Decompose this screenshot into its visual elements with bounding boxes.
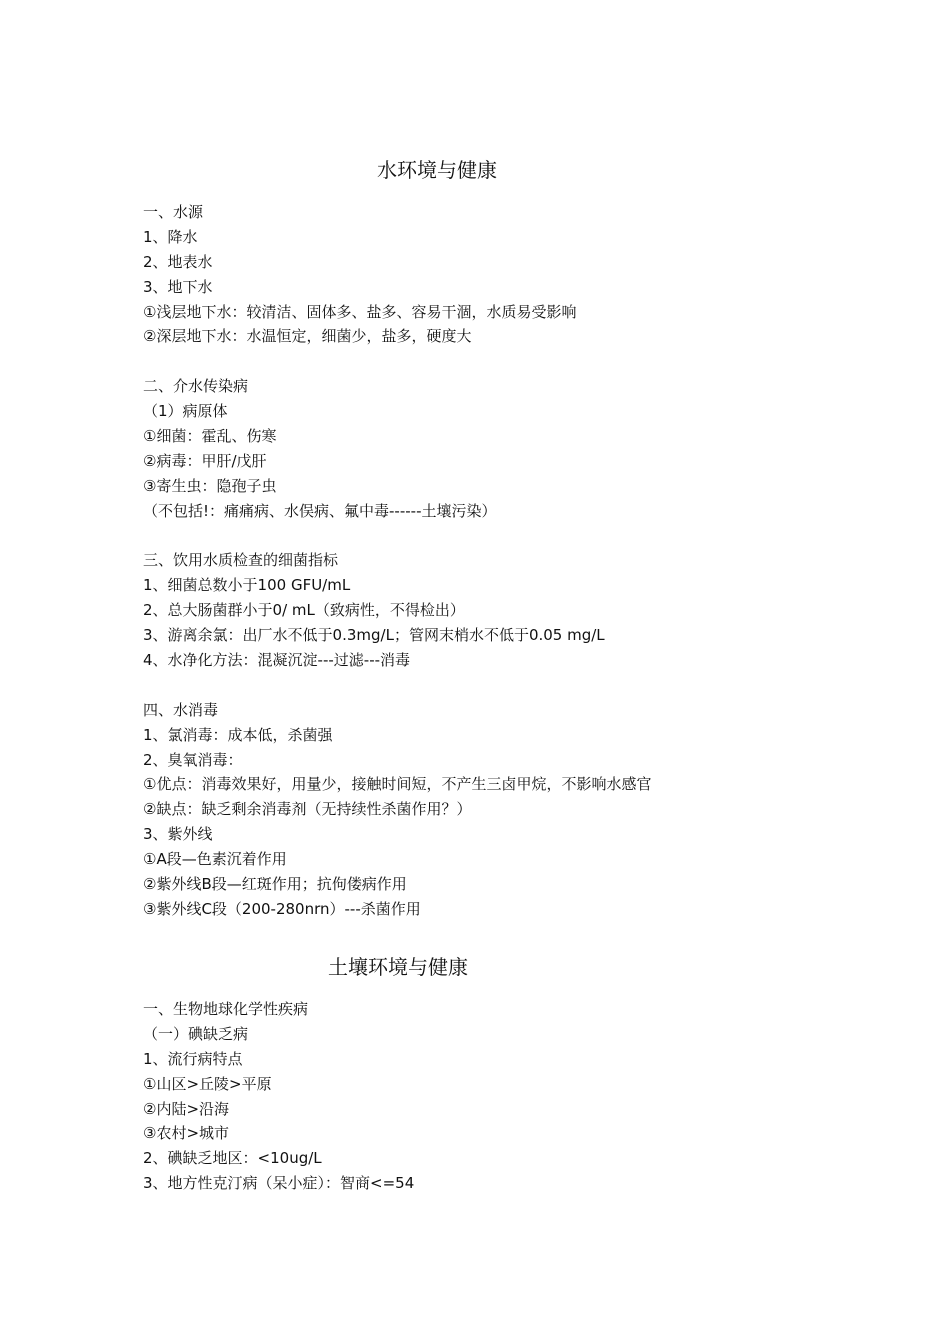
text-line: 3、地方性克汀病（呆小症）：智商<=54 bbox=[143, 1174, 415, 1193]
text-line: ②缺点：缺乏剩余消毒剂（无持续性杀菌作用？） bbox=[143, 800, 472, 819]
text-line: 一、水源 bbox=[143, 203, 204, 221]
text-line: ③农村>城市 bbox=[143, 1124, 230, 1143]
text-line: 四、水消毒 bbox=[143, 700, 219, 719]
text-line: ②紫外线B段—红斑作用；抗佝偻病作用 bbox=[143, 875, 407, 894]
text-line: （一）碘缺乏病 bbox=[143, 1024, 249, 1043]
text-line: （不包括!：痛痛病、水俣病、氟中毒------土壤污染） bbox=[143, 501, 497, 520]
soil-section bbox=[143, 997, 863, 1196]
text-line: ②深层地下水：水温恒定，细菌少，盐多，硬度大 bbox=[143, 327, 472, 346]
text-line: ②内陆>沿海 bbox=[143, 1099, 230, 1118]
text-line: 3、游离余氯：出厂水不低于0.3mg/L；管网末梢水不低于0.05 mg/L bbox=[143, 626, 605, 645]
water-section bbox=[143, 200, 863, 922]
text-line: ③寄生虫：隐孢子虫 bbox=[143, 476, 277, 495]
text-line: （1）病原体 bbox=[143, 402, 228, 421]
text-line: ①浅层地下水：较清洁、固体多、盐多、容易干涸，水质易受影响 bbox=[143, 302, 577, 321]
soil-section-title: 土壤环境与健康 bbox=[328, 955, 468, 979]
blank-line bbox=[143, 349, 863, 374]
text-line: ①A段—色素沉着作用 bbox=[143, 850, 287, 869]
text-line: 1、细菌总数小于100 GFU/mL bbox=[143, 576, 351, 595]
text-line: 3、地下水 bbox=[143, 277, 213, 296]
text-line: 一、生物地球化学性疾病 bbox=[143, 1000, 309, 1018]
text-line: 2、臭氧消毒： bbox=[143, 750, 243, 769]
text-line: 1、流行病特点 bbox=[143, 1049, 243, 1068]
text-line: 4、水净化方法：混凝沉淀---过滤---消毒 bbox=[143, 651, 411, 670]
text-line: 三、饮用水质检查的细菌指标 bbox=[143, 551, 339, 570]
text-line: 1、氯消毒：成本低，杀菌强 bbox=[143, 725, 333, 744]
blank-line bbox=[143, 524, 863, 549]
text-line: ①细菌：霍乱、伤寒 bbox=[143, 427, 277, 446]
water-section-title: 水环境与健康 bbox=[377, 158, 497, 182]
text-line: ②病毒：甲肝/戊肝 bbox=[143, 451, 267, 470]
text-line: 二、介水传染病 bbox=[143, 377, 249, 396]
text-line: 1、降水 bbox=[143, 227, 198, 246]
blank-line bbox=[143, 673, 863, 698]
text-line: 2、碘缺乏地区：<10ug/L bbox=[143, 1149, 322, 1168]
text-line: ①优点：消毒效果好，用量少，接触时间短，不产生三卤甲烷，不影响水感官 bbox=[143, 775, 652, 794]
text-line: 2、总大肠菌群小于0/ mL（致病性，不得检出） bbox=[143, 601, 465, 620]
text-line: ①山区>丘陵>平原 bbox=[143, 1074, 272, 1093]
text-line: 2、地表水 bbox=[143, 252, 213, 271]
text-line: ③紫外线C段（200-280nrn）---杀菌作用 bbox=[143, 899, 421, 918]
text-line: 3、紫外线 bbox=[143, 825, 213, 844]
